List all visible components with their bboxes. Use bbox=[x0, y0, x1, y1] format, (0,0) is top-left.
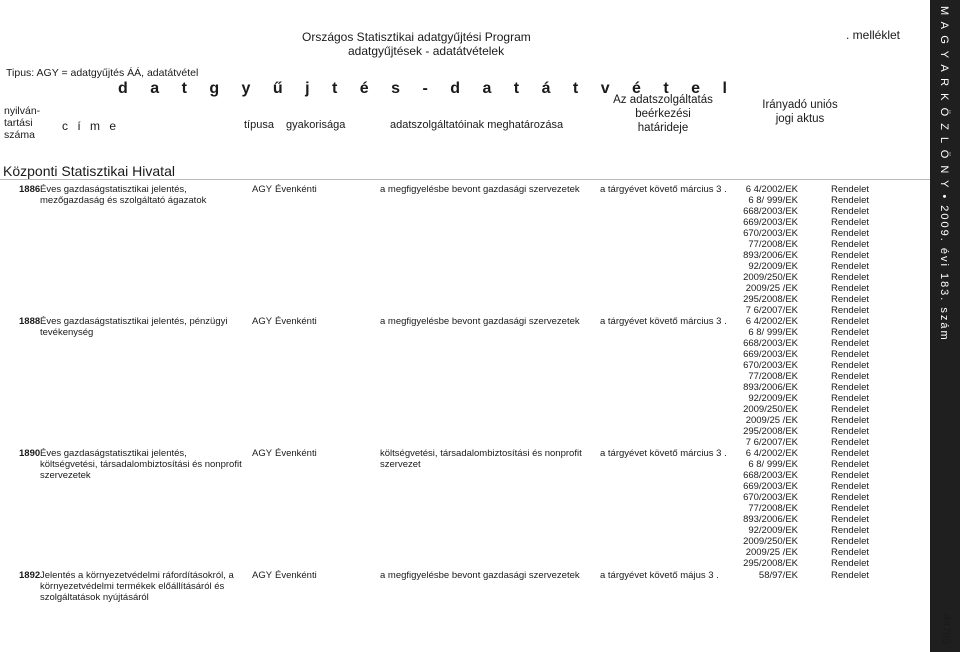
regulation-kind: Rendelet bbox=[831, 261, 870, 272]
row-type: AGY bbox=[252, 316, 273, 327]
regulation-code: 295/2008/EK bbox=[743, 426, 798, 437]
regulation-kind: Rendelet bbox=[831, 437, 870, 448]
deadline-column-header: Az adatszolgáltatás beérkezési határideje bbox=[613, 94, 713, 134]
regulation-kind: Rendelet bbox=[831, 415, 870, 426]
regulation-kind: Rendelet bbox=[831, 470, 870, 481]
regulation-kind: Rendelet bbox=[831, 481, 870, 492]
frequency-column-header: gyakorisága bbox=[286, 119, 346, 131]
regulation-code: 92/2009/EK bbox=[748, 261, 798, 272]
regulation-kind: Rendelet bbox=[831, 228, 870, 239]
page-number: 44795 bbox=[940, 614, 952, 645]
row-id: 1886 bbox=[19, 184, 41, 195]
regulation-kind: Rendelet bbox=[831, 349, 870, 360]
row-frequency: Évenkénti bbox=[275, 570, 317, 581]
row-type: AGY bbox=[252, 570, 273, 581]
regulation-kind: Rendelet bbox=[831, 327, 870, 338]
regulation-code: 6 4/2002/EK bbox=[745, 184, 798, 195]
row-title-line: költségvetési, társadalombiztosítási és nonprofit bbox=[40, 459, 242, 470]
type-column-header: típusa bbox=[244, 119, 274, 131]
registry-number-header: nyilván- tartási száma bbox=[4, 105, 41, 141]
regulation-code: 2009/250/EK bbox=[743, 536, 798, 547]
regulation-kind: Rendelet bbox=[831, 382, 870, 393]
row-frequency: Évenkénti bbox=[275, 448, 317, 459]
regulation-code: 2009/250/EK bbox=[743, 272, 798, 283]
regulation-code: 295/2008/EK bbox=[743, 294, 798, 305]
collection-spaced-title: d a t g y ű j t é s - d a t á t v é t e l bbox=[118, 80, 736, 97]
regulation-code: 668/2003/EK bbox=[743, 206, 798, 217]
provider-column-header: adatszolgáltatóinak meghatározása bbox=[390, 119, 564, 131]
regulation-code: 7 6/2007/EK bbox=[745, 437, 798, 448]
row-provider-line: a megfigyelésbe bevont gazdasági szervezetek bbox=[380, 316, 580, 327]
regulation-code: 893/2006/EK bbox=[743, 514, 798, 525]
regulation-code: 92/2009/EK bbox=[748, 393, 798, 404]
regulation-kind: Rendelet bbox=[831, 206, 870, 217]
row-frequency: Évenkénti bbox=[275, 316, 317, 327]
regulation-kind: Rendelet bbox=[831, 239, 870, 250]
regulation-code: 6 8/ 999/EK bbox=[748, 195, 798, 206]
regulation-code: 670/2003/EK bbox=[743, 360, 798, 371]
row-title-line: Éves gazdaságstatisztikai jelentés, bbox=[40, 448, 187, 459]
law-column-header: Irányadó uniós jogi aktus bbox=[762, 99, 838, 125]
regulation-code: 670/2003/EK bbox=[743, 228, 798, 239]
regulation-kind: Rendelet bbox=[831, 459, 870, 470]
program-title-line2: adatgyűjtések - adatátvételek bbox=[348, 44, 505, 58]
row-deadline: a tárgyévet követő május 3 . bbox=[600, 570, 719, 581]
regulation-kind: Rendelet bbox=[831, 195, 870, 206]
regulation-kind: Rendelet bbox=[831, 558, 870, 569]
row-provider-line: szervezet bbox=[380, 459, 421, 470]
row-provider-line: a megfigyelésbe bevont gazdasági szervezetek bbox=[380, 570, 580, 581]
header-divider bbox=[0, 179, 930, 180]
regulation-kind: Rendelet bbox=[831, 393, 870, 404]
regulation-kind: Rendelet bbox=[831, 503, 870, 514]
regulation-code: 6 8/ 999/EK bbox=[748, 459, 798, 470]
regulation-kind: Rendelet bbox=[831, 217, 870, 228]
regulation-code: 6 4/2002/EK bbox=[745, 448, 798, 459]
annex-label: . melléklet bbox=[846, 28, 901, 42]
regulation-code: 893/2006/EK bbox=[743, 382, 798, 393]
regulation-kind: Rendelet bbox=[831, 448, 870, 459]
regulation-kind: Rendelet bbox=[831, 305, 870, 316]
regulation-code: 77/2008/EK bbox=[748, 371, 798, 382]
regulation-kind: Rendelet bbox=[831, 514, 870, 525]
row-title-line: szervezetek bbox=[40, 470, 91, 481]
row-deadline: a tárgyévet követő március 3 . bbox=[600, 184, 727, 195]
row-id: 1888 bbox=[19, 316, 41, 327]
regulation-kind: Rendelet bbox=[831, 294, 870, 305]
row-id: 1892 bbox=[19, 570, 41, 581]
row-frequency: Évenkénti bbox=[275, 184, 317, 195]
regulation-kind: Rendelet bbox=[831, 283, 870, 294]
row-type: AGY bbox=[252, 184, 273, 195]
regulation-code: 2009/25 /EK bbox=[745, 283, 798, 294]
row-title-line: mezőgazdaság és szolgáltató ágazatok bbox=[40, 195, 207, 206]
regulation-code: 669/2003/EK bbox=[743, 349, 798, 360]
title-column-header: c í m e bbox=[62, 119, 120, 133]
row-title-line: Éves gazdaságstatisztikai jelentés, pénzügyi bbox=[40, 316, 228, 327]
regulation-code: 92/2009/EK bbox=[748, 525, 798, 536]
row-title-line: Éves gazdaságstatisztikai jelentés, bbox=[40, 184, 187, 195]
regulation-kind: Rendelet bbox=[831, 184, 870, 195]
regulation-code: 668/2003/EK bbox=[743, 470, 798, 481]
regulation-kind: Rendelet bbox=[831, 547, 870, 558]
regulation-code: 2009/250/EK bbox=[743, 404, 798, 415]
regulation-kind: Rendelet bbox=[831, 426, 870, 437]
regulation-kind: Rendelet bbox=[831, 250, 870, 261]
regulation-code: 77/2008/EK bbox=[748, 239, 798, 250]
regulation-kind: Rendelet bbox=[831, 536, 870, 547]
regulation-kind: Rendelet bbox=[831, 525, 870, 536]
regulation-code: 2009/25 /EK bbox=[745, 547, 798, 558]
row-deadline: a tárgyévet követő március 3 . bbox=[600, 448, 727, 459]
type-legend: Tipus: AGY = adatgyűjtés ÁÁ, adatátvétel bbox=[6, 67, 199, 79]
row-id: 1890 bbox=[19, 448, 41, 459]
row-title-line: tevékenység bbox=[40, 327, 94, 338]
office-name: Központi Statisztikai Hivatal bbox=[3, 163, 175, 179]
regulation-kind: Rendelet bbox=[831, 404, 870, 415]
row-title-line: Jelentés a környezetvédelmi ráfordításokról, a bbox=[40, 570, 234, 581]
program-title-line1: Országos Statisztikai adatgyűjtési Program bbox=[302, 30, 531, 44]
regulation-code: 7 6/2007/EK bbox=[745, 305, 798, 316]
row-title-line: szolgáltatások nyújtásáról bbox=[40, 592, 149, 603]
regulation-code: 58/97/EK bbox=[758, 570, 798, 581]
regulation-code: 6 8/ 999/EK bbox=[748, 327, 798, 338]
regulation-kind: Rendelet bbox=[831, 570, 870, 581]
regulation-code: 77/2008/EK bbox=[748, 503, 798, 514]
regulation-kind: Rendelet bbox=[831, 316, 870, 327]
regulation-code: 6 4/2002/EK bbox=[745, 316, 798, 327]
journal-sidebar-text: M A G Y A R K Ö Z L Ö N Y • 2009. évi 183. szám bbox=[938, 6, 950, 342]
row-title-line: környezetvédelmi termékek előállításáról és bbox=[40, 581, 225, 592]
regulation-code: 668/2003/EK bbox=[743, 338, 798, 349]
regulation-kind: Rendelet bbox=[831, 272, 870, 283]
row-deadline: a tárgyévet követő március 3 . bbox=[600, 316, 727, 327]
regulation-code: 670/2003/EK bbox=[743, 492, 798, 503]
regulation-kind: Rendelet bbox=[831, 338, 870, 349]
regulation-code: 2009/25 /EK bbox=[745, 415, 798, 426]
regulation-code: 295/2008/EK bbox=[743, 558, 798, 569]
regulation-kind: Rendelet bbox=[831, 360, 870, 371]
row-provider-line: a megfigyelésbe bevont gazdasági szervezetek bbox=[380, 184, 580, 195]
regulation-code: 669/2003/EK bbox=[743, 481, 798, 492]
regulation-kind: Rendelet bbox=[831, 371, 870, 382]
regulation-code: 893/2006/EK bbox=[743, 250, 798, 261]
regulation-kind: Rendelet bbox=[831, 492, 870, 503]
row-provider-line: költségvetési, társadalombiztosítási és nonprofit bbox=[380, 448, 582, 459]
row-type: AGY bbox=[252, 448, 273, 459]
regulation-code: 669/2003/EK bbox=[743, 217, 798, 228]
